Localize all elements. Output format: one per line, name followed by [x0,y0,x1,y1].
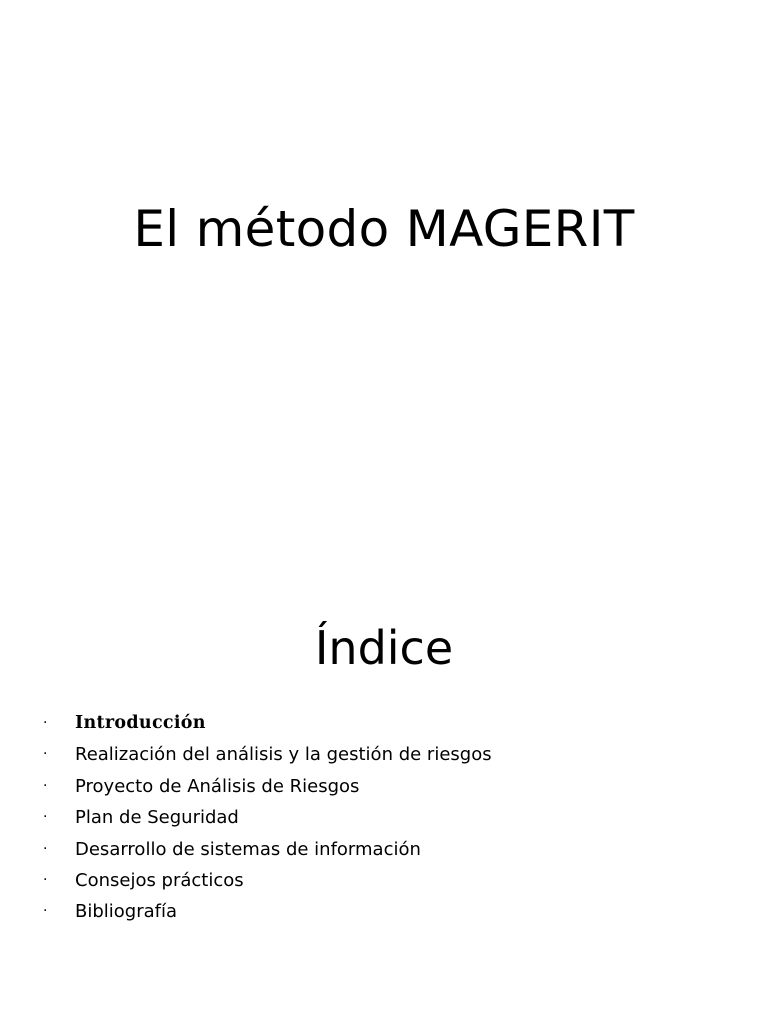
bullet-icon: · [43,715,48,731]
bullet-icon: · [43,840,48,857]
index-item-label: Desarrollo de sistemas de información [75,838,421,860]
index-item-label: Consejos prácticos [75,869,244,891]
index-item-label: Plan de Seguridad [75,807,239,829]
bullet-icon: · [43,871,48,888]
index-item-label: Realización del análisis y la gestión de riesgos [75,744,492,766]
presentation-title: El método MAGERIT [133,200,635,258]
index-title: Índice [314,621,454,675]
index-item-label: Bibliografía [75,901,178,923]
bullet-icon: · [43,903,48,920]
index-slide [0,512,768,1024]
index-item-label: Introducción [75,713,206,733]
bullet-icon: · [43,746,48,763]
bullet-icon: · [43,777,48,794]
index-item-label: Proyecto de Análisis de Riesgos [75,775,360,797]
bullet-icon: · [43,809,48,826]
